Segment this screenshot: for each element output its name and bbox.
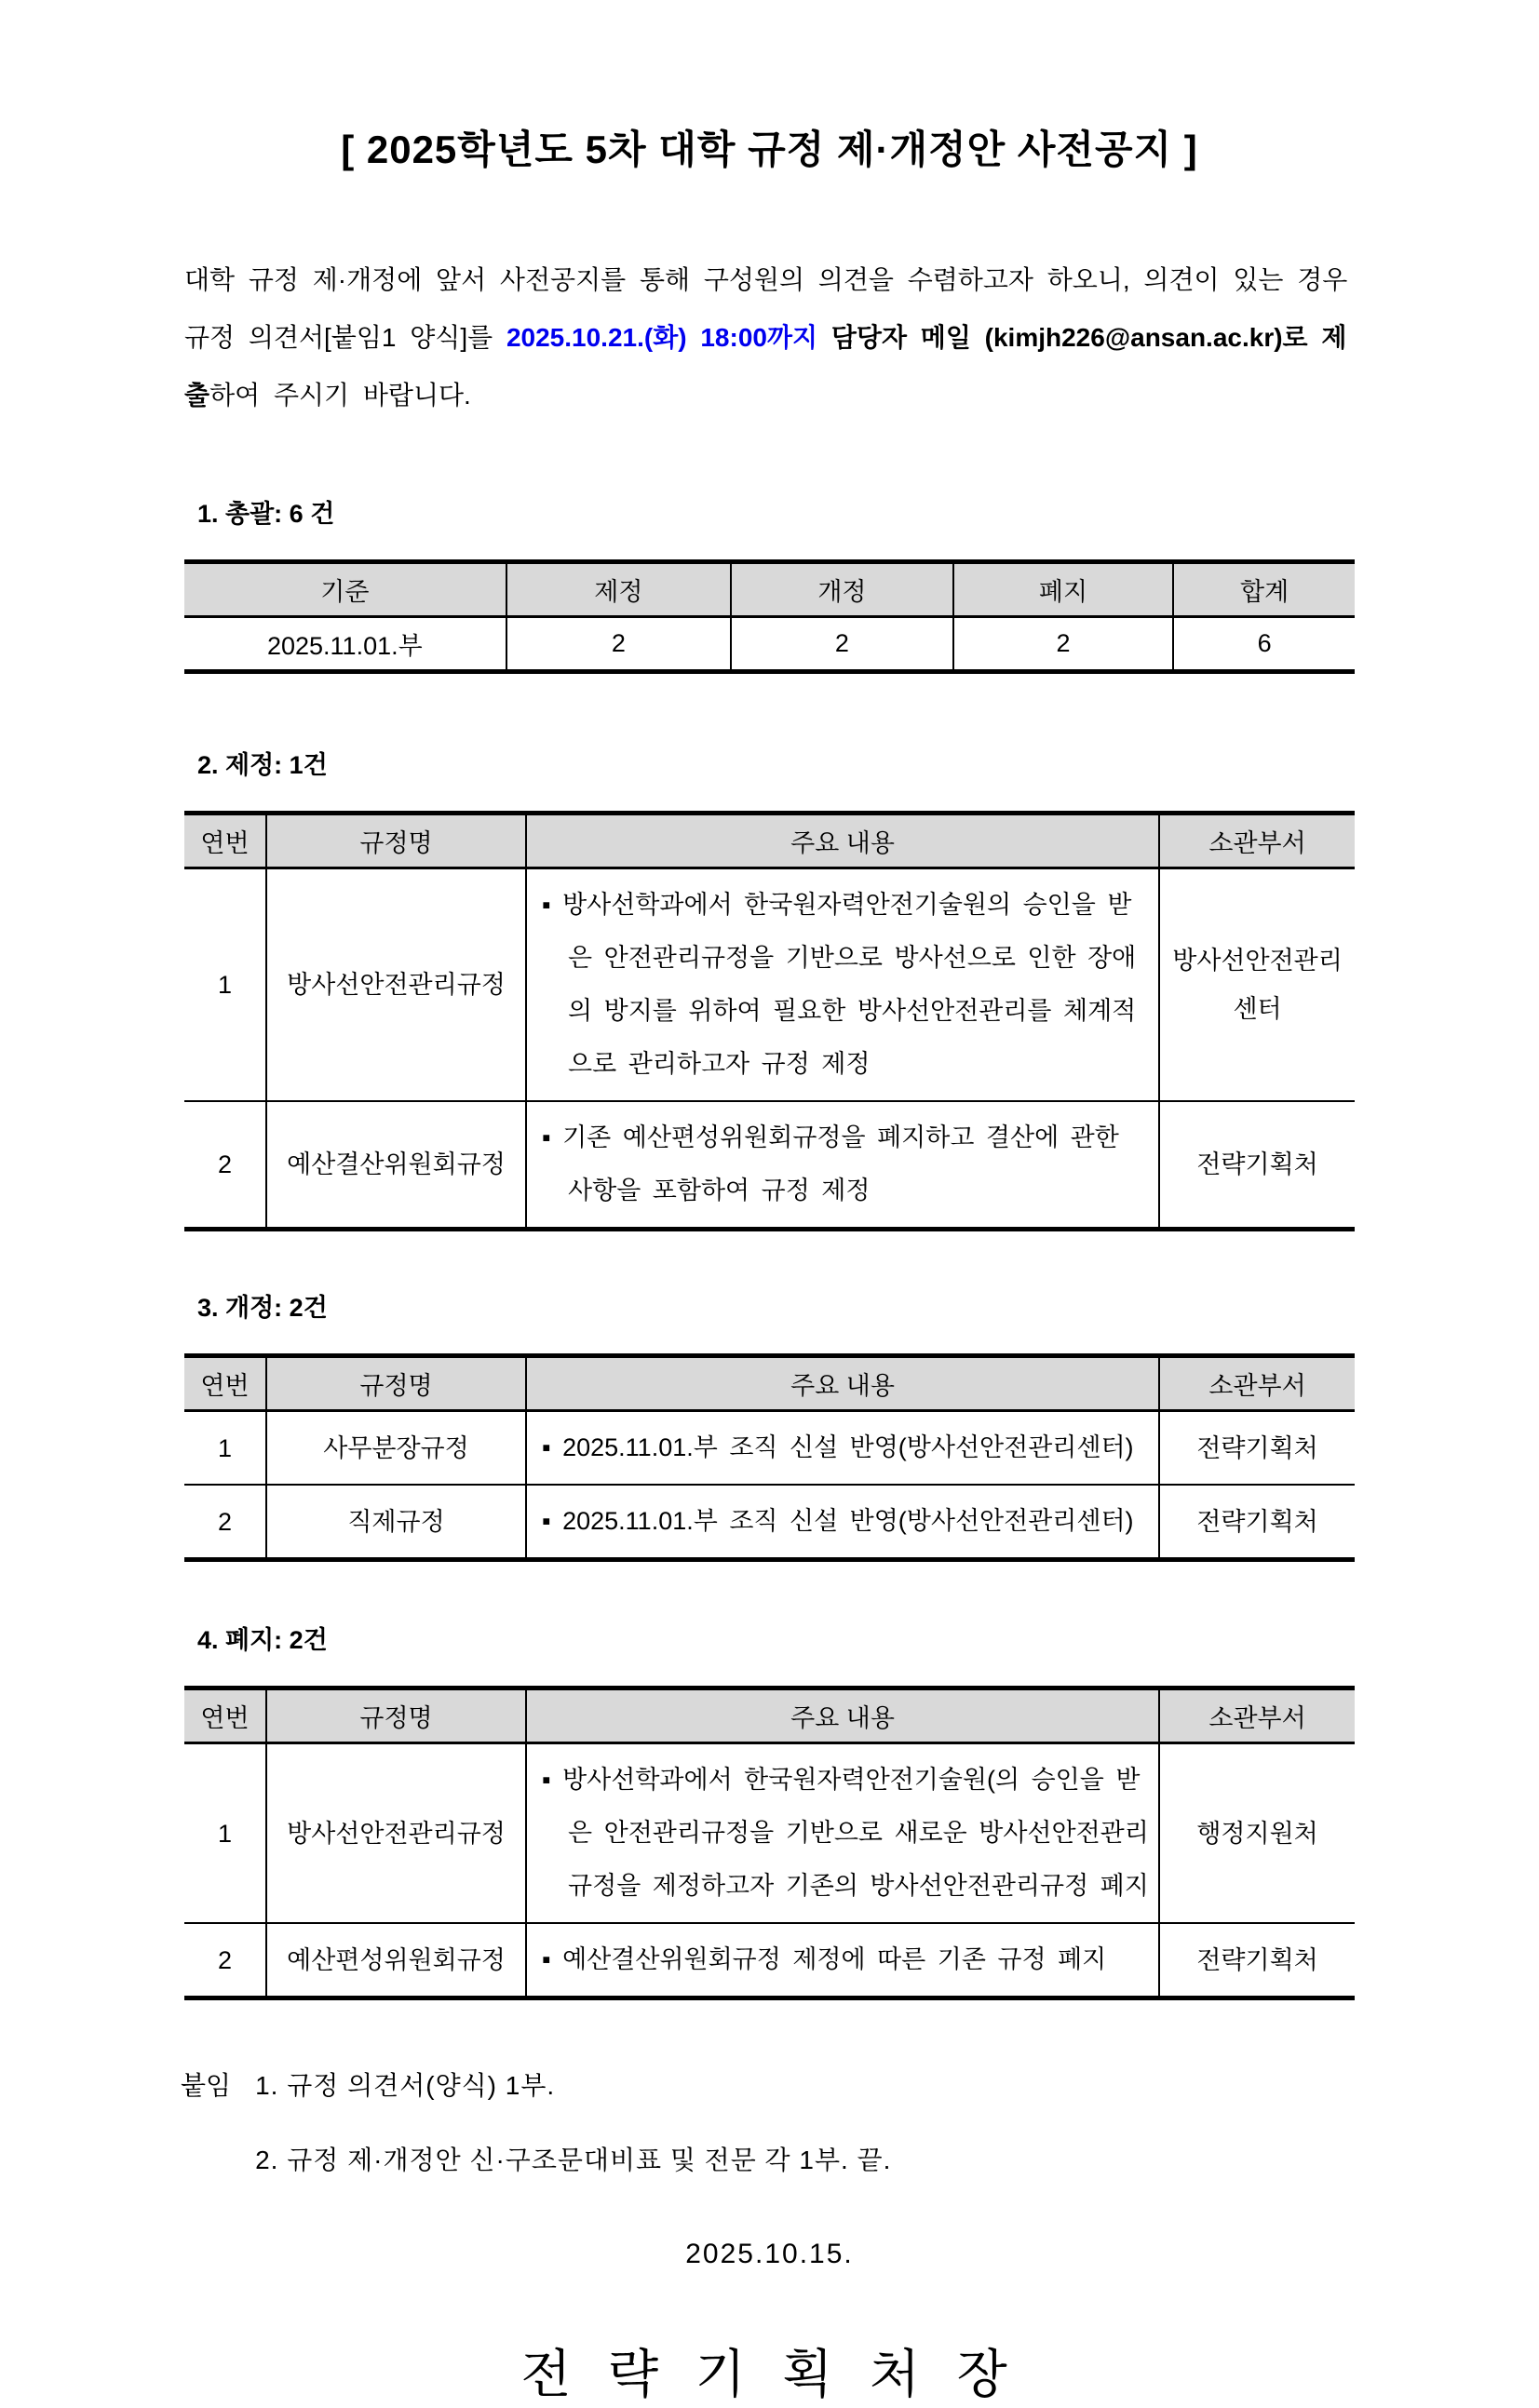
section-amendment-heading: 3. 개정: 2건 [197, 1294, 328, 1322]
row-no: 1 [184, 1743, 266, 1924]
regulation-dept: 전략기획처 [1159, 1923, 1355, 1998]
section-enactment [184, 745, 1355, 1231]
regulation-name: 예산편성위원회규정 [266, 1923, 526, 1998]
regulation-content: ▪ 2025.11.01.부 조직 신설 반영(방사선안전관리센터) [526, 1411, 1159, 1486]
regulation-name: 방사선안전관리규정 [266, 1743, 526, 1924]
overview-enact-count: 2 [506, 617, 731, 672]
section-abolition [184, 1620, 1355, 2000]
overview-header-abolish: 폐지 [953, 562, 1173, 617]
overview-abolish-count: 2 [953, 617, 1173, 672]
regulation-content: ▪ 기존 예산편성위원회규정을 폐지하고 결산에 관한 사항을 포함하여 규정 제정 [526, 1101, 1159, 1230]
overview-total-count: 6 [1173, 617, 1355, 672]
table-row [184, 1923, 1355, 1998]
intro-text-1: 대학 규정 제·개정에 앞서 사전공지를 통해 구성원의 의견을 수렴하고자 하오니, 의견이 있는 경우 규정 의견서[붙임1 양식]를 [184, 265, 1348, 352]
amendment-table [184, 1353, 1355, 1562]
row-no: 2 [184, 1485, 266, 1560]
regulation-content: ▪ 방사선학과에서 한국원자력안전기술원(의 승인을 받은 안전관리규정을 기반으로 새로운 방사선안전관리규정을 제정하고자 기존의 방사선안전관리규정 폐지 [526, 1743, 1159, 1924]
deadline-text: 2025.10.21.(화) 18:00까지 [506, 323, 818, 352]
col-header-name: 규정명 [266, 1356, 526, 1411]
intro-text-3: 하여 주시기 바랍니다. [209, 381, 471, 410]
regulation-name: 직제규정 [266, 1485, 526, 1560]
enactment-table [184, 811, 1355, 1231]
regulation-content: ▪ 예산결산위원회규정 제정에 따른 기존 규정 폐지 [526, 1923, 1159, 1998]
regulation-dept: 전략기획처 [1159, 1485, 1355, 1560]
section-overview [184, 493, 1355, 674]
section-abolition-heading: 4. 폐지: 2건 [197, 1626, 328, 1654]
overview-table [184, 559, 1355, 674]
col-header-no: 연번 [184, 1688, 266, 1743]
attachments-list [255, 2049, 891, 2198]
row-no: 2 [184, 1923, 266, 1998]
regulation-name: 방사선안전관리규정 [266, 868, 526, 1102]
col-header-no: 연번 [184, 814, 266, 868]
col-header-dept: 소관부서 [1159, 1356, 1355, 1411]
abolition-header-row [184, 1688, 1355, 1743]
col-header-name: 규정명 [266, 1688, 526, 1743]
col-header-content: 주요 내용 [526, 1356, 1159, 1411]
col-header-dept: 소관부서 [1159, 814, 1355, 868]
row-no: 1 [184, 1411, 266, 1486]
col-header-content: 주요 내용 [526, 814, 1159, 868]
overview-header-total: 합계 [1173, 562, 1355, 617]
regulation-dept: 방사선안전관리센터 [1159, 868, 1355, 1102]
regulation-dept: 전략기획처 [1159, 1411, 1355, 1486]
regulation-name: 예산결산위원회규정 [266, 1101, 526, 1230]
attachments-block [181, 2049, 1355, 2198]
overview-amend-count: 2 [731, 617, 953, 672]
intro-text-2: 담당자 메일 [817, 323, 985, 352]
regulation-dept: 행정지원처 [1159, 1743, 1355, 1924]
table-row [184, 1411, 1355, 1486]
attachments-label: 붙임 [181, 2071, 232, 2100]
intro-paragraph [184, 251, 1355, 424]
overview-header-row [184, 562, 1355, 617]
abolition-table [184, 1686, 1355, 2000]
overview-basis-value: 2025.11.01.부 [184, 617, 506, 672]
table-row [184, 617, 1355, 672]
overview-header-amend: 개정 [731, 562, 953, 617]
row-no: 2 [184, 1101, 266, 1230]
table-row [184, 1743, 1355, 1924]
overview-header-enact: 제정 [506, 562, 731, 617]
table-row [184, 1485, 1355, 1560]
section-enactment-heading: 2. 제정: 1건 [197, 751, 328, 779]
table-row [184, 1101, 1355, 1230]
regulation-content: ▪ 2025.11.01.부 조직 신설 반영(방사선안전관리센터) [526, 1485, 1159, 1560]
col-header-name: 규정명 [266, 814, 526, 868]
regulation-dept: 전략기획처 [1159, 1101, 1355, 1230]
section-amendment [184, 1287, 1355, 1562]
signature-title: 전 략 기 획 처 장 [520, 2345, 1019, 2403]
attachment-item-1: 1. 규정 의견서(양식) 1부. [255, 2071, 556, 2100]
row-no: 1 [184, 868, 266, 1102]
document-date: 2025.10.15. [685, 2239, 854, 2269]
col-header-dept: 소관부서 [1159, 1688, 1355, 1743]
amendment-header-row [184, 1356, 1355, 1411]
page-title: [ 2025학년도 5차 대학 규정 제·개정안 사전공지 ] [341, 128, 1198, 171]
col-header-content: 주요 내용 [526, 1688, 1159, 1743]
attachment-item-2: 2. 규정 제·개정안 신·구조문대비표 및 전문 각 1부. 끝. [255, 2146, 892, 2174]
table-row [184, 868, 1355, 1102]
regulation-name: 사무분장규정 [266, 1411, 526, 1486]
section-overview-heading: 1. 총괄: 6 건 [197, 500, 335, 528]
regulation-content: ▪ 방사선학과에서 한국원자력안전기술원의 승인을 받은 안전관리규정을 기반으로 방사선으로 인한 장애의 방지를 위하여 필요한 방사선안전관리를 체계적으로 관리하고자 규정 제정 [526, 868, 1159, 1102]
col-header-no: 연번 [184, 1356, 266, 1411]
enactment-header-row [184, 814, 1355, 868]
overview-header-basis: 기준 [184, 562, 506, 617]
contact-email-text: (kimjh226@ansan.ac.kr)로 제출 [184, 323, 1347, 410]
